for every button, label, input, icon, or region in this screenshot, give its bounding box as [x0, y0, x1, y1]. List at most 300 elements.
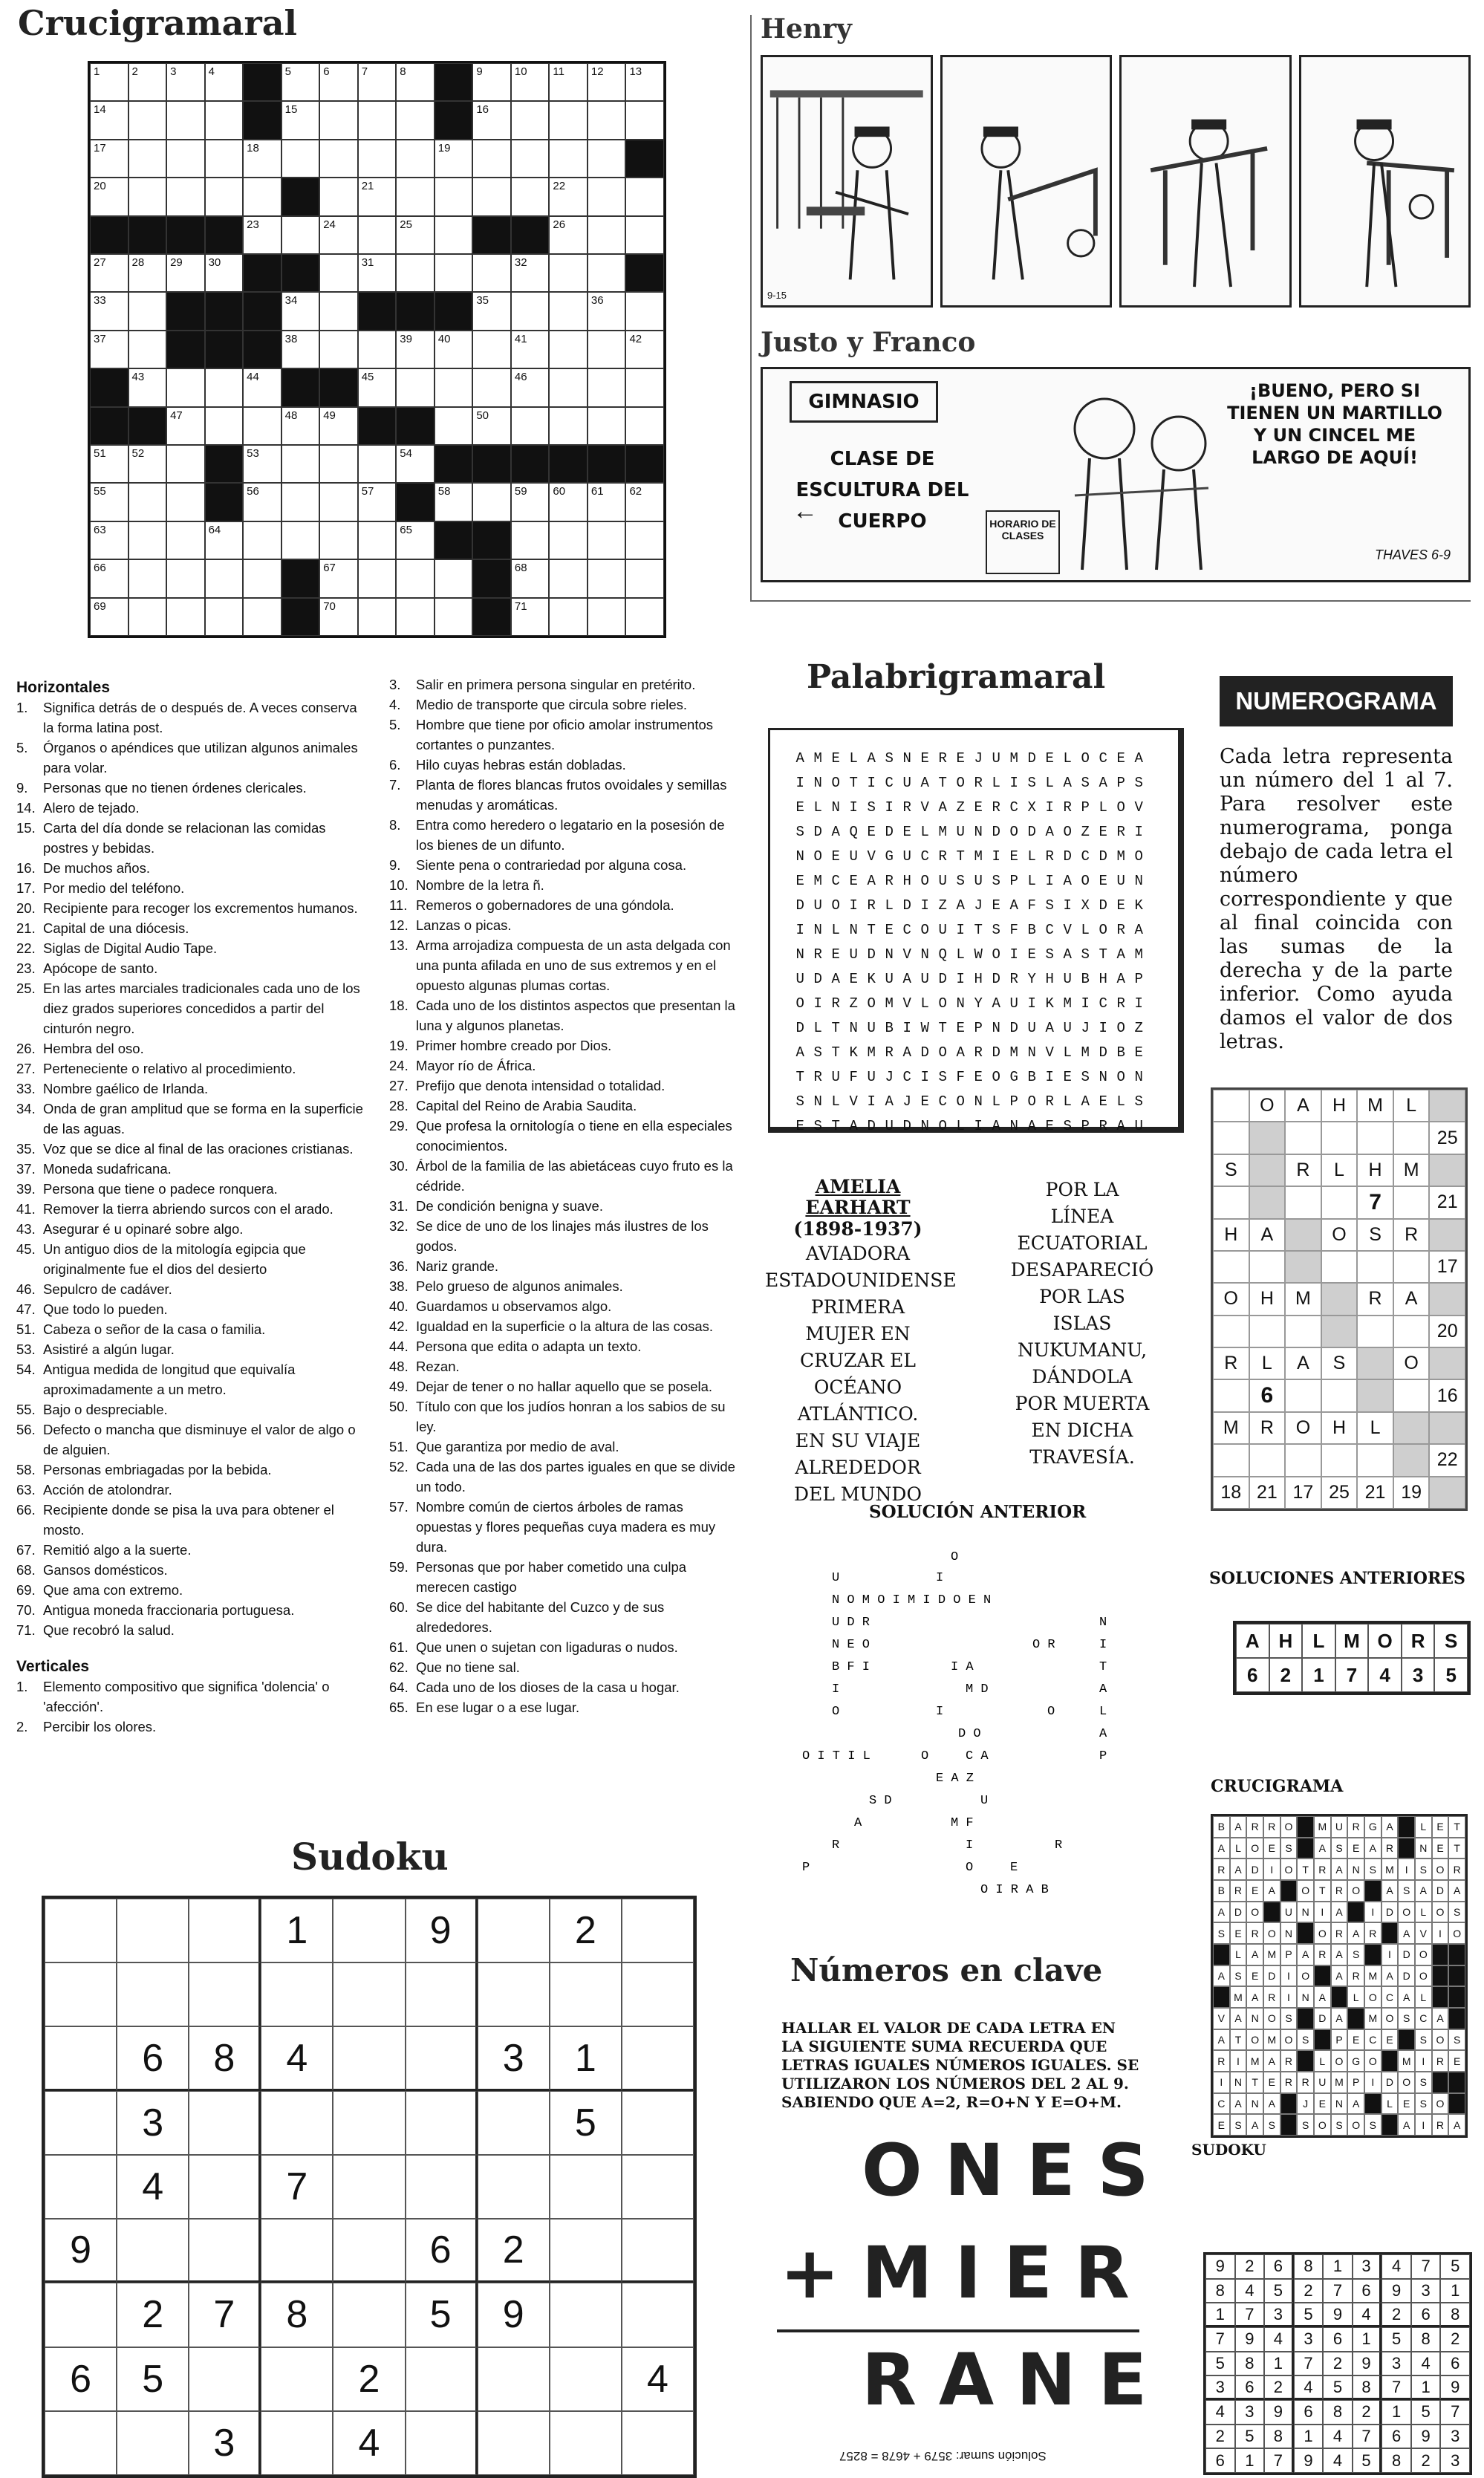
crossword-cell[interactable] — [435, 254, 473, 292]
numerograma-cell[interactable] — [1321, 1186, 1358, 1218]
crossword-cell[interactable] — [90, 445, 128, 483]
crossword-cell[interactable] — [396, 63, 435, 101]
crossword-cell[interactable] — [588, 483, 626, 521]
sudoku-cell[interactable] — [261, 2347, 333, 2411]
sudoku-cell[interactable] — [406, 2411, 478, 2475]
crossword-cell[interactable] — [588, 598, 626, 636]
crossword-cell[interactable] — [511, 140, 550, 178]
crossword-cell[interactable] — [549, 521, 588, 559]
sudoku-cell[interactable] — [261, 2411, 333, 2475]
crossword-cell[interactable] — [588, 140, 626, 178]
sudoku-cell[interactable] — [478, 2155, 550, 2219]
numerograma-cell[interactable] — [1285, 1122, 1321, 1154]
crossword-cell[interactable] — [166, 483, 205, 521]
crossword-cell[interactable] — [396, 368, 435, 406]
crossword-cell[interactable] — [625, 483, 664, 521]
sudoku-cell[interactable] — [333, 2155, 405, 2219]
crossword-cell[interactable] — [243, 445, 281, 483]
plus-sign: + — [780, 2231, 862, 2315]
crossword-cell[interactable] — [319, 521, 358, 559]
sudoku-cell[interactable] — [117, 1899, 189, 1962]
crossword-cell[interactable] — [396, 331, 435, 368]
crossword-cell[interactable] — [281, 216, 320, 254]
crossword-cell[interactable] — [358, 101, 397, 139]
crossword-cell[interactable] — [358, 216, 397, 254]
crossword-cell[interactable] — [319, 598, 358, 636]
crossword-cell[interactable] — [549, 292, 588, 330]
crossword-cell[interactable] — [472, 178, 511, 215]
mini-cell: A — [1331, 1965, 1348, 1987]
sudoku-cell[interactable] — [406, 2026, 478, 2090]
crossword-cell[interactable] — [128, 559, 167, 597]
sudoku-cell[interactable] — [406, 2347, 478, 2411]
crossword-cell[interactable] — [90, 483, 128, 521]
crossword-cell[interactable] — [243, 598, 281, 636]
numerograma-title: NUMEROGRAMA — [1220, 676, 1453, 726]
crossword-cell[interactable] — [128, 292, 167, 330]
word-search-row[interactable]: NREUDNVNQLWOIESASTAM — [795, 946, 1153, 963]
sudoku-grid[interactable] — [42, 1896, 697, 2478]
sudoku-cell[interactable] — [622, 2219, 694, 2283]
sudoku-cell[interactable] — [622, 2026, 694, 2090]
crossword-cell[interactable] — [472, 254, 511, 292]
numerograma-cell[interactable] — [1213, 1316, 1249, 1347]
crossword-cell[interactable] — [588, 521, 626, 559]
crossword-cell[interactable] — [511, 254, 550, 292]
word-search-row[interactable]: UDAEKUAUDIHDRYHUBHAP — [795, 971, 1153, 987]
crossword-cell[interactable] — [549, 331, 588, 368]
crossword-cell[interactable] — [166, 140, 205, 178]
crossword-cell[interactable] — [90, 140, 128, 178]
crossword-cell[interactable] — [319, 254, 358, 292]
crossword-cell[interactable] — [90, 521, 128, 559]
crossword-cell[interactable] — [549, 140, 588, 178]
sudoku-cell[interactable] — [622, 1962, 694, 2026]
word-search-row[interactable]: ESTADUDNOLIANAESPRAU — [795, 1118, 1153, 1134]
crossword-cell[interactable] — [205, 598, 244, 636]
sudoku-cell[interactable] — [117, 2219, 189, 2283]
crossword-cell[interactable] — [472, 63, 511, 101]
sudoku-cell[interactable] — [333, 1962, 405, 2026]
crossword-cell[interactable] — [625, 178, 664, 215]
crossword-cell[interactable] — [396, 445, 435, 483]
mini-cell: O — [1280, 1858, 1298, 1880]
crossword-cell[interactable] — [358, 140, 397, 178]
crossword-cell[interactable] — [205, 101, 244, 139]
crossword-cell[interactable] — [243, 140, 281, 178]
numerograma-cell[interactable] — [1213, 1090, 1249, 1122]
numerograma-cell[interactable] — [1393, 1186, 1430, 1218]
crossword-cell[interactable] — [511, 63, 550, 101]
word-search-row[interactable]: EMCEARHOUSUSPLIAOEUN — [795, 873, 1153, 889]
crossword-cell[interactable] — [435, 216, 473, 254]
word-search-row[interactable]: SDAQEDELMUNDODAOZERI — [795, 824, 1153, 840]
crossword-cell[interactable] — [90, 559, 128, 597]
word-search-grid[interactable] — [768, 728, 1184, 1133]
crossword-cell[interactable] — [243, 559, 281, 597]
crossword-cell[interactable] — [205, 63, 244, 101]
crossword-cell[interactable] — [511, 521, 550, 559]
sudoku-cell[interactable] — [45, 2283, 117, 2347]
sudoku-cell[interactable] — [333, 1899, 405, 1962]
crossword-cell[interactable] — [281, 331, 320, 368]
svg-text:M F: M F — [951, 1816, 974, 1830]
crossword-cell[interactable] — [588, 368, 626, 406]
sudoku-cell[interactable] — [261, 1962, 333, 2026]
sudoku-cell[interactable] — [550, 2155, 622, 2219]
numerograma-cell[interactable] — [1249, 1251, 1286, 1283]
clue-number: 35. — [16, 1141, 36, 1157]
numerograma-cell[interactable] — [1321, 1379, 1358, 1411]
crossword-cell[interactable] — [396, 140, 435, 178]
crossword-cell[interactable] — [588, 63, 626, 101]
crossword-cell[interactable] — [396, 216, 435, 254]
sudoku-cell[interactable] — [261, 2219, 333, 2283]
sudoku-cell[interactable] — [550, 2347, 622, 2411]
crossword-cell[interactable] — [588, 178, 626, 215]
crossword-cell[interactable] — [128, 254, 167, 292]
crossword-cell[interactable] — [435, 368, 473, 406]
crossword-cell[interactable] — [205, 140, 244, 178]
sudoku-cell[interactable] — [550, 2411, 622, 2475]
cell-number: 57 — [361, 485, 374, 498]
numerograma-cell[interactable] — [1393, 1316, 1430, 1347]
numerograma-cell[interactable] — [1357, 1122, 1393, 1154]
word-search-row[interactable]: INOTICUATORLISLASAPS — [795, 775, 1153, 791]
sudoku-cell[interactable] — [261, 2091, 333, 2155]
numerograma-cell[interactable] — [1357, 1251, 1393, 1283]
crossword-cell[interactable] — [128, 178, 167, 215]
word-search-row[interactable]: INLNTECOUITSFBCVLORA — [795, 922, 1153, 938]
crossword-cell[interactable] — [511, 559, 550, 597]
numerograma-cell[interactable] — [1285, 1316, 1321, 1347]
numerograma-cell[interactable] — [1213, 1186, 1249, 1218]
crossword-cell[interactable] — [588, 407, 626, 445]
word-search-row[interactable]: TRUFUJCISFEOGBIESNON — [795, 1069, 1153, 1085]
numerograma-cell[interactable] — [1321, 1444, 1358, 1476]
sudoku-cell[interactable] — [189, 2347, 261, 2411]
crossword-cell[interactable] — [396, 254, 435, 292]
crossword-cell[interactable] — [358, 483, 397, 521]
sudoku-cell[interactable] — [622, 1899, 694, 1962]
crossword-cell[interactable] — [435, 483, 473, 521]
numerograma-cell[interactable] — [1285, 1379, 1321, 1411]
sudoku-cell[interactable] — [117, 2411, 189, 2475]
sudoku-cell[interactable] — [478, 1962, 550, 2026]
numerograma-cell[interactable] — [1393, 1379, 1430, 1411]
crossword-cell[interactable] — [128, 445, 167, 483]
crossword-cell[interactable] — [319, 407, 358, 445]
crossword-cell[interactable] — [396, 598, 435, 636]
crossword-cell[interactable] — [281, 445, 320, 483]
crossword-cell[interactable] — [90, 63, 128, 101]
sudoku-cell[interactable] — [622, 2411, 694, 2475]
word-search-row[interactable]: DUOIRLDIZAJEAFSIXDEK — [795, 897, 1153, 914]
crossword-cell[interactable] — [588, 292, 626, 330]
crossword-cell[interactable] — [243, 216, 281, 254]
word-search-row[interactable]: SNLVIAJECONLPORLAELS — [795, 1093, 1153, 1110]
crossword-cell[interactable] — [205, 521, 244, 559]
crossword-cell[interactable] — [128, 483, 167, 521]
crossword-cell[interactable] — [281, 292, 320, 330]
sudoku-cell[interactable] — [550, 1962, 622, 2026]
numerograma-cell[interactable] — [1285, 1444, 1321, 1476]
crossword-cell[interactable] — [358, 63, 397, 101]
sudoku-cell[interactable] — [622, 2091, 694, 2155]
crossword-cell[interactable] — [435, 598, 473, 636]
crossword-cell[interactable] — [205, 559, 244, 597]
crossword-cell[interactable] — [549, 407, 588, 445]
sudoku-cell[interactable] — [45, 1962, 117, 2026]
sudoku-cell[interactable] — [406, 2155, 478, 2219]
crossword-cell[interactable] — [358, 521, 397, 559]
crossword-cell[interactable] — [90, 331, 128, 368]
crossword-cell[interactable] — [319, 216, 358, 254]
crossword-cell[interactable] — [472, 292, 511, 330]
word-search-row[interactable]: NOEUVGUCRTMIELRDCDMO — [795, 848, 1153, 865]
word-search-row[interactable]: AMELASNEREJUMDELOCEA — [795, 750, 1153, 767]
crossword-cell[interactable] — [319, 178, 358, 215]
clue-number: 27. — [16, 1061, 36, 1076]
crossword-cell[interactable] — [90, 178, 128, 215]
crossword-cell[interactable] — [588, 559, 626, 597]
crossword-cell[interactable] — [472, 407, 511, 445]
crossword-cell[interactable] — [472, 101, 511, 139]
sudoku-cell[interactable] — [478, 2347, 550, 2411]
crossword-cell[interactable] — [243, 368, 281, 406]
crossword-cell[interactable] — [358, 598, 397, 636]
crossword-cell[interactable] — [319, 483, 358, 521]
crossword-cell[interactable] — [358, 178, 397, 215]
crossword-cell[interactable] — [511, 292, 550, 330]
crossword-cell[interactable] — [625, 407, 664, 445]
crossword-cell[interactable] — [281, 521, 320, 559]
crossword-cell[interactable] — [396, 101, 435, 139]
crossword-cell[interactable] — [319, 331, 358, 368]
crossword-cell[interactable] — [511, 407, 550, 445]
crossword-cell[interactable] — [511, 368, 550, 406]
crossword-cell[interactable] — [358, 368, 397, 406]
numerograma-cell[interactable] — [1357, 1316, 1393, 1347]
crossword-cell[interactable] — [166, 407, 205, 445]
crossword-cell[interactable] — [166, 254, 205, 292]
crossword-cell[interactable] — [549, 598, 588, 636]
sudoku-cell[interactable] — [189, 2155, 261, 2219]
crossword-cell[interactable] — [588, 331, 626, 368]
crossword-cell[interactable] — [549, 254, 588, 292]
sudoku-cell[interactable] — [333, 2026, 405, 2090]
crossword-cell[interactable] — [166, 101, 205, 139]
crossword-cell[interactable] — [472, 368, 511, 406]
numerograma-cell[interactable] — [1249, 1316, 1286, 1347]
crossword-cell[interactable] — [128, 101, 167, 139]
crossword-cell[interactable] — [472, 483, 511, 521]
crossword-cell[interactable] — [319, 101, 358, 139]
sudoku-cell[interactable] — [333, 2283, 405, 2347]
crossword-cell[interactable] — [205, 178, 244, 215]
sudoku-cell[interactable] — [45, 2411, 117, 2475]
crossword-cell[interactable] — [549, 368, 588, 406]
sudoku-cell[interactable] — [550, 2219, 622, 2283]
crossword-cell[interactable] — [319, 63, 358, 101]
crossword-cell[interactable] — [625, 521, 664, 559]
crossword-cell[interactable] — [625, 292, 664, 330]
crossword-cell[interactable] — [396, 559, 435, 597]
sudoku-cell[interactable] — [550, 2283, 622, 2347]
crossword-cell[interactable] — [549, 178, 588, 215]
sudoku-cell[interactable] — [622, 2283, 694, 2347]
crossword-cell[interactable] — [625, 331, 664, 368]
numerograma-cell[interactable] — [1393, 1122, 1430, 1154]
crossword-cell[interactable] — [166, 445, 205, 483]
crossword-cell[interactable] — [205, 407, 244, 445]
crossword-cell[interactable] — [625, 63, 664, 101]
crossword-cell[interactable] — [281, 101, 320, 139]
sudoku-cell[interactable] — [117, 1962, 189, 2026]
crossword-cell[interactable] — [511, 331, 550, 368]
numerograma-cell[interactable] — [1285, 1186, 1321, 1218]
numerograma-grid[interactable] — [1211, 1087, 1468, 1511]
crossword-cell[interactable] — [625, 559, 664, 597]
mini-cell: O — [1246, 2029, 1263, 2051]
cell-number: 37 — [94, 332, 106, 345]
crossword-cell[interactable] — [625, 598, 664, 636]
crossword-cell[interactable] — [319, 445, 358, 483]
crossword-cell[interactable] — [90, 292, 128, 330]
sudoku-cell[interactable] — [333, 2091, 405, 2155]
crossword-cell[interactable] — [549, 63, 588, 101]
crossword-cell[interactable] — [358, 254, 397, 292]
numerograma-cell[interactable] — [1321, 1122, 1358, 1154]
crossword-cell[interactable] — [243, 483, 281, 521]
crossword-cell[interactable] — [90, 101, 128, 139]
crossword-cell[interactable] — [435, 140, 473, 178]
sudoku-cell[interactable] — [45, 2155, 117, 2219]
crossword-cell[interactable] — [319, 140, 358, 178]
crossword-cell[interactable] — [128, 140, 167, 178]
sudoku-cell[interactable] — [189, 1899, 261, 1962]
crossword-cell[interactable] — [396, 521, 435, 559]
crossword-cell[interactable] — [435, 407, 473, 445]
numerograma-cell[interactable] — [1213, 1444, 1249, 1476]
crossword-cell[interactable] — [358, 445, 397, 483]
crossword-cell[interactable] — [511, 178, 550, 215]
sudoku-cell[interactable] — [478, 2411, 550, 2475]
crossword-cell[interactable] — [396, 178, 435, 215]
crossword-cell[interactable] — [625, 101, 664, 139]
sudoku-cell[interactable] — [478, 2091, 550, 2155]
crossword-cell[interactable] — [588, 216, 626, 254]
crossword-cell[interactable] — [205, 368, 244, 406]
crossword-cell[interactable] — [90, 254, 128, 292]
crossword-cell[interactable] — [166, 63, 205, 101]
numerograma-cell[interactable] — [1393, 1251, 1430, 1283]
sudoku-cell[interactable] — [189, 2091, 261, 2155]
crossword-cell[interactable] — [435, 331, 473, 368]
mini-cell: E — [1347, 2029, 1364, 2051]
numerograma-cell[interactable] — [1213, 1379, 1249, 1411]
crossword-cell[interactable] — [549, 559, 588, 597]
crossword-cell[interactable] — [511, 598, 550, 636]
word-search-row[interactable]: DLTNUBIWTEPNDUAUJIOZ — [795, 1020, 1153, 1036]
numerograma-cell[interactable] — [1321, 1251, 1358, 1283]
crossword-cell[interactable] — [358, 559, 397, 597]
crossword-cell[interactable] — [128, 63, 167, 101]
svg-text:N: N — [1099, 1616, 1107, 1630]
clue-text: Hombre que tiene por oficio amolar instrumentos cortantes o punzantes. — [416, 717, 713, 752]
crossword-cell[interactable] — [205, 254, 244, 292]
crossword-cell[interactable] — [319, 292, 358, 330]
crossword-grid[interactable] — [88, 61, 666, 638]
sudoku-cell[interactable] — [406, 1962, 478, 2026]
crossword-cell[interactable] — [588, 101, 626, 139]
word-search-row[interactable]: ELNISIRVAZERCXIRPLOV — [795, 799, 1153, 816]
numerograma-cell[interactable] — [1357, 1444, 1393, 1476]
crossword-cell[interactable] — [511, 483, 550, 521]
crossword-cell[interactable] — [549, 483, 588, 521]
crossword-cell[interactable] — [281, 483, 320, 521]
crossword-cell[interactable] — [128, 598, 167, 636]
crossword-cell[interactable] — [281, 140, 320, 178]
numerograma-cell[interactable] — [1249, 1444, 1286, 1476]
crossword-cell[interactable] — [625, 216, 664, 254]
crossword-cell[interactable] — [281, 63, 320, 101]
sudoku-cell[interactable] — [189, 2219, 261, 2283]
crossword-cell[interactable] — [243, 407, 281, 445]
crossword-cell[interactable] — [435, 559, 473, 597]
crossword-cell[interactable] — [281, 407, 320, 445]
sudoku-cell[interactable] — [45, 2026, 117, 2090]
crossword-cell[interactable] — [472, 140, 511, 178]
mini-cell: L — [1230, 1944, 1247, 1965]
mini-cell: A — [1415, 1880, 1432, 1902]
numerograma-cell[interactable] — [1213, 1122, 1249, 1154]
crossword-cell[interactable] — [166, 521, 205, 559]
crossword-cell[interactable] — [128, 331, 167, 368]
cell-number: 25 — [400, 218, 412, 231]
numerograma-cell[interactable] — [1213, 1251, 1249, 1283]
crossword-cell[interactable] — [588, 254, 626, 292]
crossword-cell[interactable] — [166, 178, 205, 215]
crossword-cell[interactable] — [472, 331, 511, 368]
sudoku-cell[interactable] — [406, 2091, 478, 2155]
sudoku-cell[interactable] — [45, 1899, 117, 1962]
crossword-cell[interactable] — [549, 216, 588, 254]
crossword-cell[interactable] — [358, 331, 397, 368]
sudoku-cell[interactable] — [333, 2219, 405, 2283]
crossword-cell[interactable] — [166, 598, 205, 636]
crossword-cell[interactable] — [90, 598, 128, 636]
crossword-cell[interactable] — [166, 559, 205, 597]
sudoku-cell[interactable] — [45, 2091, 117, 2155]
crossword-cell[interactable] — [128, 368, 167, 406]
sudoku-cell[interactable] — [189, 1962, 261, 2026]
crossword-cell[interactable] — [128, 521, 167, 559]
crossword-cell[interactable] — [625, 368, 664, 406]
crossword-cell[interactable] — [243, 178, 281, 215]
crossword-cell[interactable] — [166, 368, 205, 406]
crossword-cell[interactable] — [435, 178, 473, 215]
sudoku-cell[interactable] — [622, 2155, 694, 2219]
crossword-cell[interactable] — [243, 521, 281, 559]
svg-text:E: E — [1010, 1861, 1018, 1875]
crossword-cell[interactable] — [319, 559, 358, 597]
crossword-cell[interactable] — [511, 101, 550, 139]
word-search-row[interactable]: ASTKMRADOARDMNVLMDBE — [795, 1044, 1153, 1061]
crossword-cell[interactable] — [549, 101, 588, 139]
sudoku-cell[interactable] — [478, 1899, 550, 1962]
word-search-row[interactable]: OIRZOMVLONYAUIKMICRI — [795, 995, 1153, 1012]
